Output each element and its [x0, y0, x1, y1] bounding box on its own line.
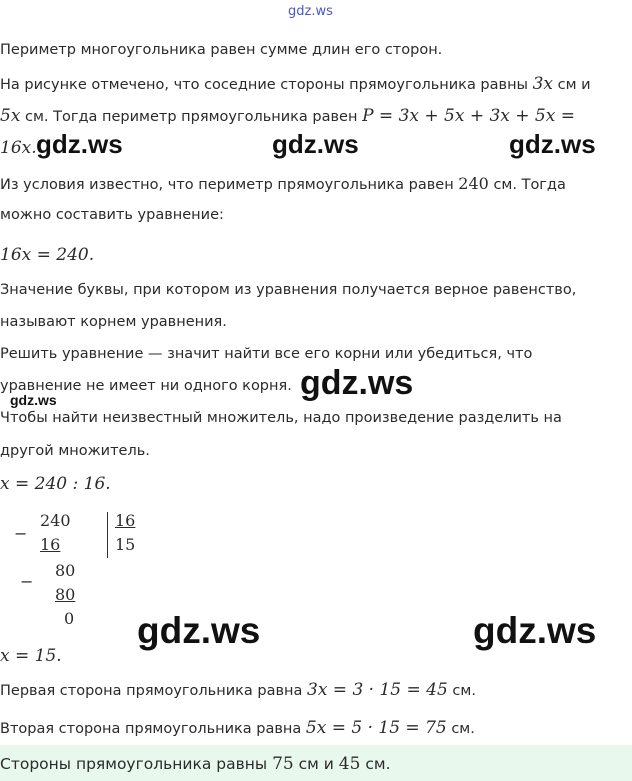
text-line-17: [0, 718, 475, 738]
math-x-equals-division: x = 240 : 16.: [0, 474, 111, 494]
division-minus-2: −: [20, 572, 34, 591]
math-equation: 16x = 240.: [0, 245, 95, 265]
text-line-16: [0, 680, 476, 700]
math-240: 240: [458, 174, 489, 193]
text-line-12: Чтобы найти неизвестный множитель, надо произведение разделить на: [0, 410, 562, 426]
math-second-side: 5x = 5 · 15 = 75: [305, 718, 447, 738]
watermark-5: gdz.ws: [10, 392, 57, 408]
watermark-4: gdz.ws: [300, 364, 414, 402]
text-line-17-text: Вторая сторона прямоугольника равна: [0, 721, 302, 737]
text-line-5-text: Из условия известно, что периметр прямоугольника равен: [0, 177, 454, 193]
text-line-5: [0, 174, 566, 193]
math-5x: 5x: [0, 106, 21, 126]
division-subtract-2: 80: [55, 585, 76, 604]
text-line-16-unit: см.: [452, 683, 476, 699]
text-line-8: Значение буквы, при котором из уравнения получается верное равенство,: [0, 282, 577, 298]
division-divisor: 16: [115, 511, 136, 530]
division-vertical-line: [107, 512, 108, 558]
division-remainder: 0: [64, 609, 75, 628]
text-line-17-unit: см.: [451, 721, 475, 737]
watermark-header: gdz.ws: [288, 4, 333, 19]
answer-unit: см.: [365, 755, 391, 773]
text-line-5-tail: см. Тогда: [493, 177, 566, 193]
answer-45: 45: [338, 754, 361, 774]
watermark-1: gdz.ws: [36, 129, 123, 159]
answer-75: 75: [272, 754, 294, 774]
math-first-side: 3x = 3 · 15 = 45: [307, 680, 448, 700]
answer-mid: см и: [298, 755, 334, 773]
math-perimeter: P = 3x + 5x + 3x + 5x =: [362, 106, 575, 126]
watermark-6: gdz.ws: [137, 610, 261, 651]
math-x-equals-15: x = 15.: [0, 646, 62, 666]
text-line-2-text: На рисунке отмечено, что соседние стороны прямоугольника равны: [0, 77, 528, 93]
text-line-9: называют корнем уравнения.: [0, 314, 227, 330]
text-line-13: другой множитель.: [0, 443, 150, 459]
text-line-11: уравнение не имеет ни одного корня.: [0, 378, 292, 394]
answer-line: [0, 754, 391, 774]
math-3x: 3x: [532, 74, 554, 94]
division-subtract-1: 16: [40, 535, 61, 554]
text-line-3: [0, 106, 575, 126]
text-line-16-text: Первая сторона прямоугольника равна: [0, 683, 303, 699]
math-16x: 16x.: [0, 138, 37, 158]
division-minus-1: −: [14, 524, 28, 543]
watermark-2: gdz.ws: [272, 129, 359, 159]
division-dividend: 240: [40, 511, 71, 530]
text-line-6: можно составить уравнение:: [0, 207, 224, 223]
text-line-2-unit: см и: [557, 77, 591, 93]
division-quotient: 15: [115, 535, 136, 554]
text-line-1: Периметр многоугольника равен сумме длин его сторон.: [0, 42, 443, 58]
text-line-10: Решить уравнение — значит найти все его корни или убедиться, что: [0, 346, 533, 362]
answer-text: Стороны прямоугольника равны: [0, 755, 268, 773]
watermark-7: gdz.ws: [473, 610, 597, 651]
watermark-3: gdz.ws: [509, 129, 596, 159]
division-remainder-1: 80: [55, 561, 76, 580]
text-line-2: [0, 74, 591, 94]
text-line-3-text: см. Тогда периметр прямоугольника равен: [25, 109, 358, 125]
